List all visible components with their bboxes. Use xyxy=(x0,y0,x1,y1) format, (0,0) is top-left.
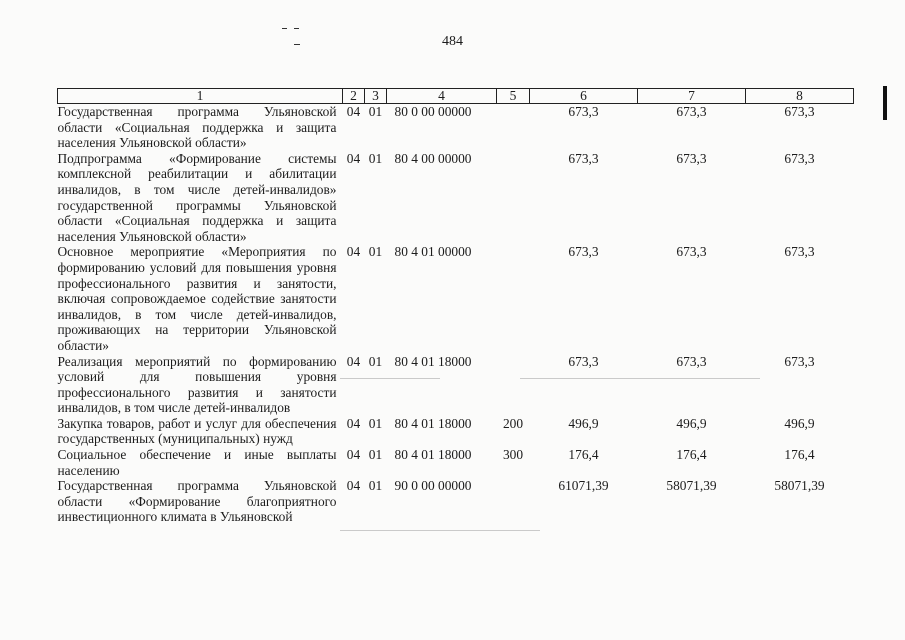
scan-mark xyxy=(294,28,299,29)
row-value-7: 496,9 xyxy=(676,415,707,431)
row-value-6: 496,9 xyxy=(568,415,599,431)
row-value-6: 176,4 xyxy=(568,447,599,463)
row-value-7: 673,3 xyxy=(676,353,707,369)
row-section: 04 xyxy=(346,447,361,463)
row-value-7: 673,3 xyxy=(676,150,707,166)
row-section: 04 xyxy=(346,353,361,369)
col-header-1: 1 xyxy=(58,89,343,104)
row-subsection: 01 xyxy=(368,447,383,463)
row-target-code: 80 4 01 18000 xyxy=(394,447,472,463)
row-value-7: 58071,39 xyxy=(666,478,717,494)
scan-smudge xyxy=(340,378,440,379)
row-value-8: 673,3 xyxy=(784,353,815,369)
row-name: Подпрограмма «Формирование системы комплексной реабилитации и абилитации инвалидов, в том числе детей-инвалидов» государственной программы Ульяновской области «Социальная поддержка и защита населения Ульяновской области» xyxy=(57,150,337,244)
scan-smudge xyxy=(520,378,760,379)
row-subsection: 01 xyxy=(368,415,383,431)
row-value-7: 176,4 xyxy=(676,447,707,463)
row-name: Государственная программа Ульяновской области «Формирование благоприятного инвестиционного климата в Ульяновской xyxy=(57,478,337,525)
row-value-7: 673,3 xyxy=(676,104,707,119)
row-target-code: 80 0 00 00000 xyxy=(394,104,472,119)
row-section: 04 xyxy=(346,415,361,431)
row-expense-type: 200 xyxy=(502,415,524,431)
row-value-6: 673,3 xyxy=(568,353,599,369)
row-value-7: 673,3 xyxy=(676,244,707,260)
row-name: Государственная программа Ульяновской области «Социальная поддержка и защита населения Ульяновской области» xyxy=(57,104,337,151)
col-header-7: 7 xyxy=(638,89,746,104)
row-name: Социальное обеспечение и иные выплаты населению xyxy=(57,447,337,478)
row-name: Реализация мероприятий по формированию условий для повышения уровня профессионального развития и занятости инвалидов, в том числе детей-инвалидов xyxy=(57,353,337,416)
row-target-code: 80 4 01 18000 xyxy=(394,415,472,431)
page-number: 484 xyxy=(442,34,463,49)
table-row xyxy=(58,354,854,416)
col-header-8: 8 xyxy=(746,89,854,104)
row-value-6: 673,3 xyxy=(568,150,599,166)
table-row xyxy=(58,244,854,353)
row-value-8: 496,9 xyxy=(784,415,815,431)
row-subsection: 01 xyxy=(368,478,383,494)
col-header-2: 2 xyxy=(343,89,365,104)
row-name: Закупка товаров, работ и услуг для обеспечения государственных (муниципальных) нужд xyxy=(57,415,337,447)
row-value-8: 176,4 xyxy=(784,447,815,463)
row-section: 04 xyxy=(346,104,361,119)
row-expense-type xyxy=(497,104,530,151)
col-header-3: 3 xyxy=(365,89,387,104)
row-subsection: 01 xyxy=(368,244,383,260)
scan-smudge xyxy=(340,530,540,531)
col-header-4: 4 xyxy=(387,89,497,104)
table-row xyxy=(58,447,854,478)
row-target-code: 80 4 01 00000 xyxy=(394,244,472,260)
row-value-8: 58071,39 xyxy=(774,478,825,494)
budget-table xyxy=(57,88,854,525)
table-row xyxy=(58,151,854,245)
row-expense-type xyxy=(497,244,530,353)
row-value-6: 673,3 xyxy=(568,244,599,260)
row-value-6: 61071,39 xyxy=(558,478,609,494)
row-value-8: 673,3 xyxy=(784,104,815,119)
row-expense-type xyxy=(497,478,530,525)
row-value-8: 673,3 xyxy=(784,244,815,260)
col-header-5: 5 xyxy=(497,89,530,104)
row-name: Основное мероприятие «Мероприятия по формированию условий для повышения уровня профессионального развития и занятости, включая сопровождаемое содействие занятости инвалидов, в том числе детей-инвалидов, проживающих на территории Ульяновской области» xyxy=(57,244,337,353)
row-subsection: 01 xyxy=(368,104,383,119)
row-section: 04 xyxy=(346,150,361,166)
table-row xyxy=(58,416,854,447)
row-target-code: 80 4 00 00000 xyxy=(394,150,472,166)
row-section: 04 xyxy=(346,244,361,260)
table-row xyxy=(58,104,854,151)
row-subsection: 01 xyxy=(368,353,383,369)
scan-mark xyxy=(282,28,287,29)
row-section: 04 xyxy=(346,478,361,494)
row-expense-type xyxy=(497,354,530,416)
header-row xyxy=(58,89,854,104)
row-subsection: 01 xyxy=(368,150,383,166)
col-header-6: 6 xyxy=(530,89,638,104)
row-value-8: 673,3 xyxy=(784,150,815,166)
table-row xyxy=(58,478,854,525)
row-expense-type: 300 xyxy=(502,447,524,463)
row-target-code: 80 4 01 18000 xyxy=(394,353,472,369)
scan-edge-mark xyxy=(883,86,887,120)
row-expense-type xyxy=(497,151,530,245)
row-target-code: 90 0 00 00000 xyxy=(394,478,472,494)
row-value-6: 673,3 xyxy=(568,104,599,119)
